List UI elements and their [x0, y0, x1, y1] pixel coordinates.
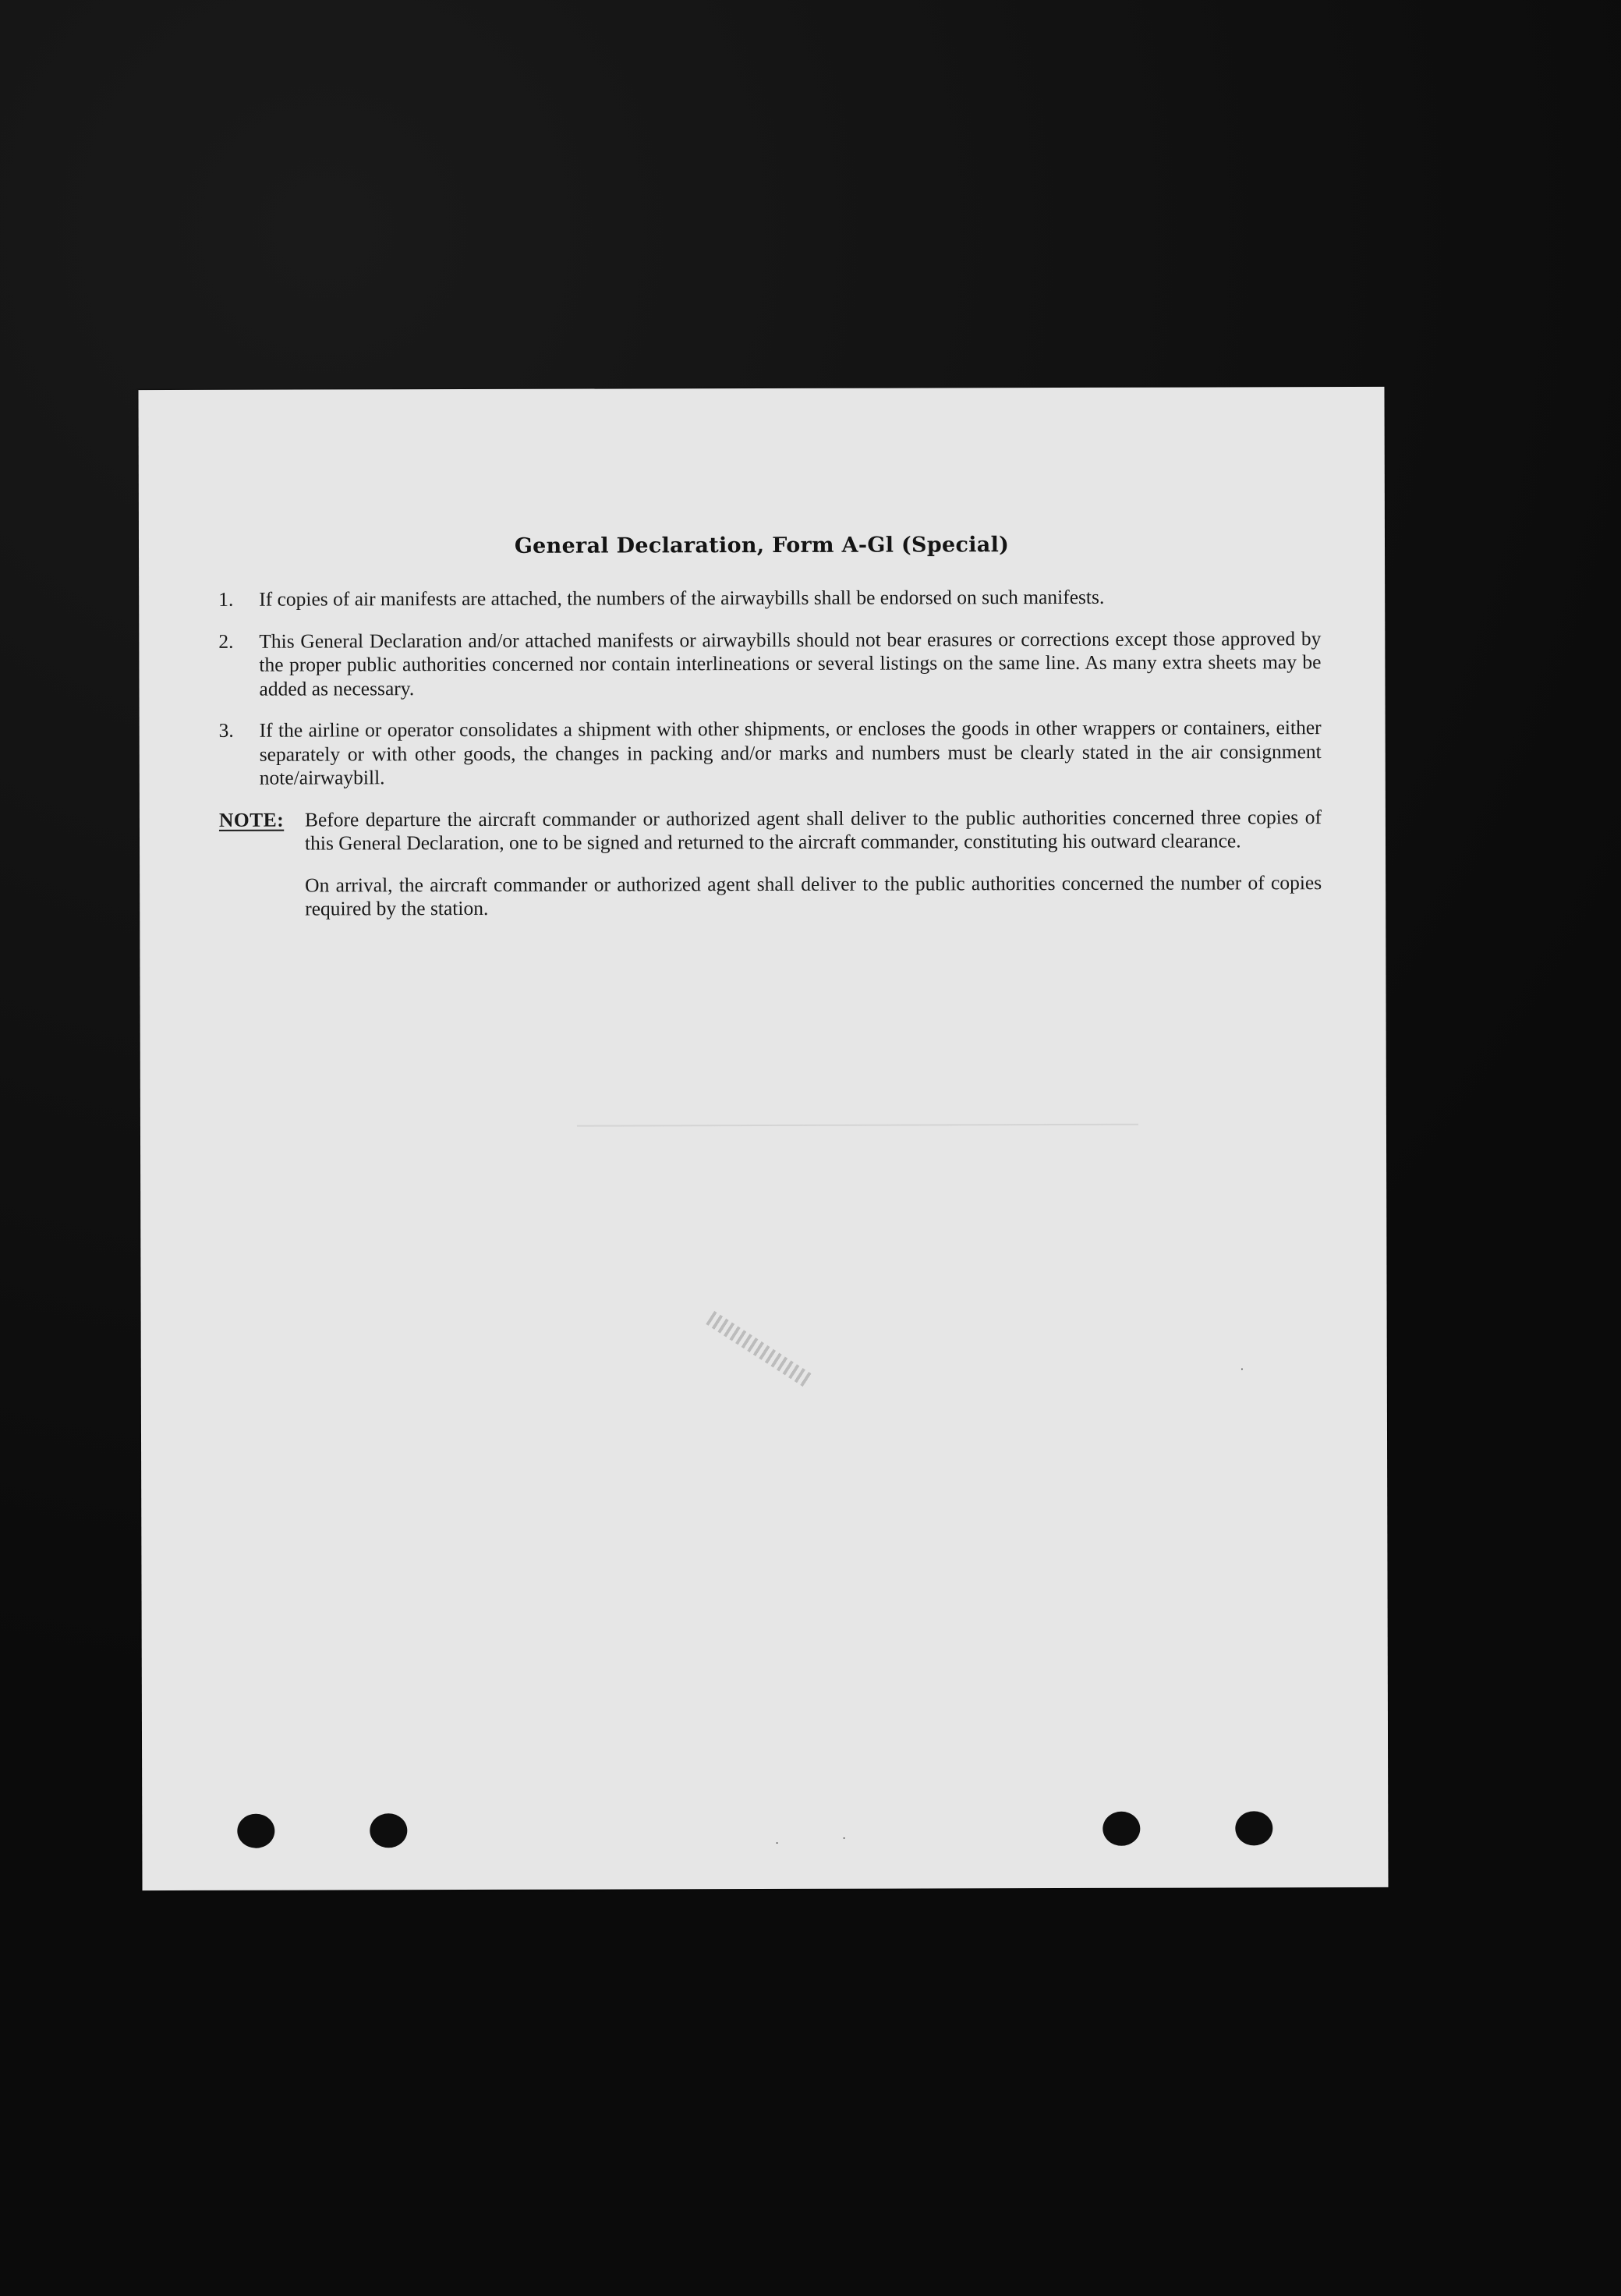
document-title: General Declaration, Form A-Gl (Special): [514, 533, 1010, 558]
punch-hole: [1235, 1811, 1272, 1845]
ink-smudge: [706, 1311, 812, 1387]
faint-fold-line: [577, 1124, 1138, 1127]
document-page: [138, 387, 1388, 1890]
item-number: 3.: [218, 718, 234, 742]
list-item: [219, 716, 1322, 790]
list-item: [218, 585, 1321, 611]
list-item: [218, 627, 1321, 701]
item-text: If the airline or operator consolidates a shipment with other shipments, or encloses the goods in other wrappers or containers, either separately or with other goods, the changes in packing and/or marks and numbers must be clearly stated in the air consignment note/airwaybill.: [259, 716, 1322, 789]
paper-speck: ·: [775, 1837, 779, 1850]
paper-speck: ·: [842, 1832, 846, 1845]
note-paragraph: Before departure the aircraft commander or authorized agent shall deliver to the public authorities concerned three copies of this General Declaration, one to be signed and returned to the aircraft commander, constituting his outward clearance.: [304, 805, 1322, 855]
punch-hole: [237, 1814, 274, 1848]
item-number: 1.: [218, 587, 234, 611]
note-paragraph: On arrival, the aircraft commander or authorized agent shall deliver to the public authorities concerned the number of copies required by the station.: [305, 870, 1322, 920]
paper-speck: ·: [1240, 1363, 1244, 1377]
note-section: [219, 806, 1322, 940]
punch-hole: [1102, 1812, 1140, 1846]
item-text: This General Declaration and/or attached manifests or airwaybills should not bear erasures or corrections except those approved by the proper public authorities concerned nor contain interlineations or several listings on the same line. As many extra sheets may be added as necessary.: [259, 626, 1322, 700]
item-number: 2.: [218, 629, 234, 653]
document-body: [218, 585, 1322, 939]
note-label: NOTE:: [218, 808, 285, 831]
note-paragraphs: [305, 806, 1322, 939]
punch-hole: [370, 1813, 407, 1848]
item-text: If copies of air manifests are attached, the numbers of the airwaybills shall be endorsed on such manifests.: [259, 585, 1105, 611]
